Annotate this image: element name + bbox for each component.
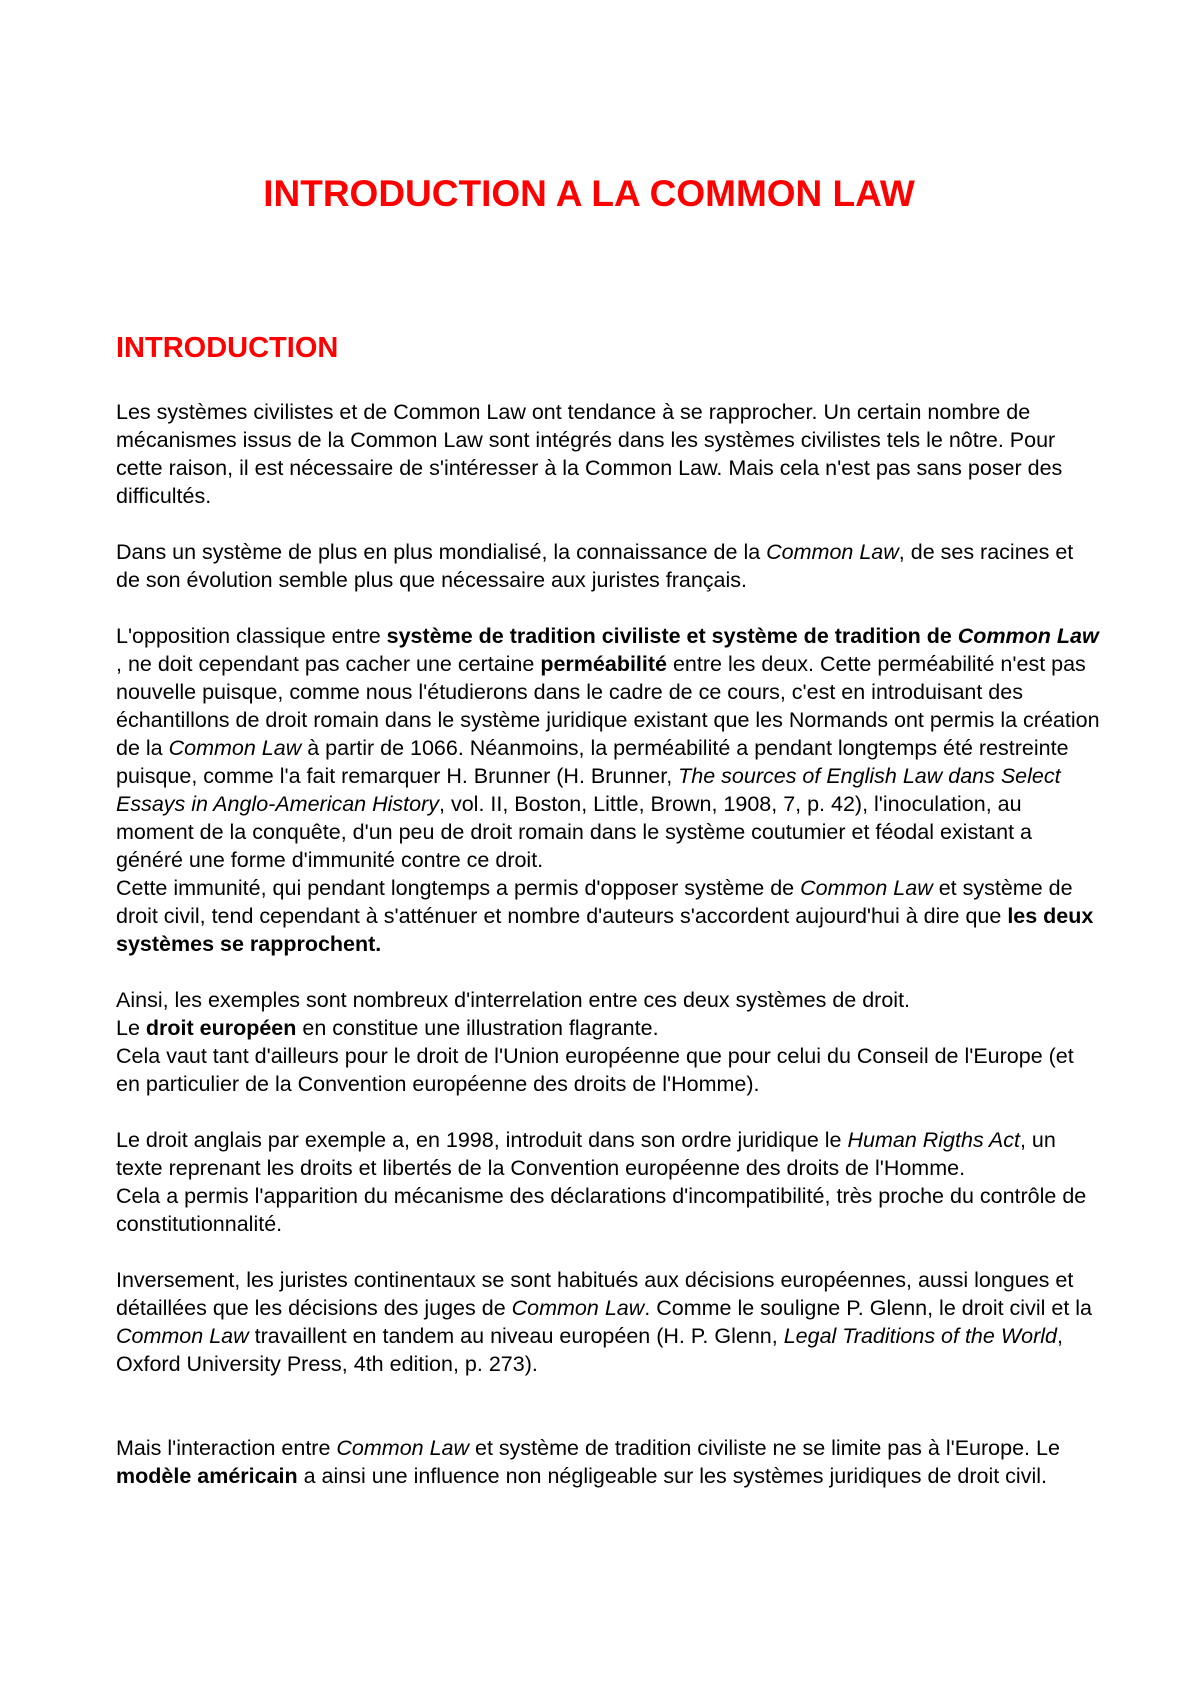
paragraph-8 [116, 1126, 1100, 1182]
paragraph-text: Ainsi, les exemples sont nombreux d'interrelation entre ces deux systèmes de droit. [116, 988, 911, 1012]
paragraph-text: et système de tradition civiliste ne se limite pas à l'Europe. Le [469, 1436, 1060, 1460]
paragraph-text: a ainsi une influence non négligeable sur les systèmes juridiques de droit civil. [297, 1464, 1047, 1488]
paragraph-text: et système de droit civil, tend cependant à s'atténuer et nombre d'auteurs s'accordent aujourd'hui à dire que [116, 876, 1073, 928]
paragraph-2 [116, 538, 1100, 594]
paragraph-text: L'opposition classique entre [116, 624, 387, 648]
paragraph-5 [116, 986, 1100, 1014]
italic-term: Common Law [766, 540, 899, 564]
paragraph-text: . Comme le souligne P. Glenn, le droit civil et la [644, 1296, 1092, 1320]
bold-term: système de tradition civiliste et système de tradition de [386, 624, 958, 648]
paragraph-text: , de ses racines et de son évolution semble plus que nécessaire aux juristes français. [116, 540, 1074, 592]
paragraph-10 [116, 1266, 1100, 1378]
paragraph-6 [116, 1014, 1100, 1042]
paragraph-3 [116, 622, 1100, 874]
paragraph-text: Les systèmes civilistes et de Common Law ont tendance à se rapprocher. Un certain nombre de mécanismes issus de la Common Law sont intégrés dans les systèmes civilistes tels le nôtre. Pour cette raison, il est nécessaire de s'intéresser à la Common Law. Mais cela n'est pas sans poser des difficultés. [116, 400, 1063, 508]
paragraph-11 [116, 1434, 1100, 1490]
paragraph-text: à partir de 1066. Néanmoins, la perméabilité a pendant longtemps été restreinte puisque, comme l'a fait remarquer H. Brunner (H. Brunner, [116, 736, 1069, 788]
document-body [116, 398, 1100, 1490]
bold-term: perméabilité [540, 652, 667, 676]
paragraph-text: en constitue une illustration flagrante. [296, 1016, 659, 1040]
bold-italic-term: Common Law [957, 624, 1099, 648]
italic-citation: Legal Traditions of the World [783, 1324, 1057, 1348]
paragraph-text: Cette immunité, qui pendant longtemps a permis d'opposer système de [116, 876, 801, 900]
paragraph-text: Cela vaut tant d'ailleurs pour le droit de l'Union européenne que pour celui du Conseil de l'Europe (et en particulier de la Convention européenne des droits de l'Homme). [116, 1044, 1074, 1096]
paragraph-text: Le [116, 1016, 146, 1040]
paragraph-text: , un texte reprenant les droits et libertés de la Convention européenne des droits de l'Homme. [116, 1128, 1056, 1180]
paragraph-text: , ne doit cependant pas cacher une certaine [116, 652, 541, 676]
italic-term: Common Law [168, 736, 302, 760]
bold-term: les deux systèmes se rapprochent. [116, 904, 1094, 956]
paragraph-text: Dans un système de plus en plus mondialisé, la connaissance de la [116, 540, 767, 564]
paragraph-4 [116, 874, 1100, 958]
italic-term: Common Law [511, 1296, 645, 1320]
paragraph-text: Cela a permis l'apparition du mécanisme des déclarations d'incompatibilité, très proche du contrôle de constitutionnalité. [116, 1184, 1087, 1236]
document-title: INTRODUCTION A LA COMMON LAW [263, 173, 915, 214]
paragraph-text: , vol. II, Boston, Little, Brown, 1908, 7, p. 42), l'inoculation, au moment de la conquête, d'un peu de droit romain dans le système coutumier et féodal existant a généré une forme d'immunité contre ce droit. [116, 792, 1032, 872]
paragraph-text: entre les deux. Cette perméabilité n'est pas nouvelle puisque, comme nous l'étudierons dans le cadre de ce cours, c'est en introduisant des échantillons de droit romain dans le système juridique existant que les Normands ont permis la création de la [116, 652, 1100, 760]
italic-term: Common Law [800, 876, 933, 900]
paragraph-text: , Oxford University Press, 4th edition, p. 273). [116, 1324, 1063, 1376]
paragraph-1 [116, 398, 1100, 510]
paragraph-text: Mais l'interaction entre [116, 1436, 337, 1460]
paragraph-9 [116, 1182, 1100, 1238]
bold-term: droit européen [145, 1016, 297, 1040]
paragraph-text: travaillent en tandem au niveau européen (H. P. Glenn, [248, 1324, 784, 1348]
italic-term: Common Law [336, 1436, 470, 1460]
italic-citation: The sources of English Law dans Select Essays in Anglo-American History [116, 764, 1061, 816]
paragraph-text: Le droit anglais par exemple a, en 1998, introduit dans son ordre juridique le [116, 1128, 848, 1152]
paragraph-text: Inversement, les juristes continentaux se sont habitués aux décisions européennes, aussi longues et détaillées que les décisions des juges de [116, 1268, 1074, 1320]
paragraph-7 [116, 1042, 1100, 1098]
bold-term: modèle américain [116, 1464, 298, 1488]
italic-term: Common Law [116, 1324, 249, 1348]
section-heading: INTRODUCTION [116, 332, 339, 364]
italic-term: Human Rigths Act [847, 1128, 1020, 1152]
